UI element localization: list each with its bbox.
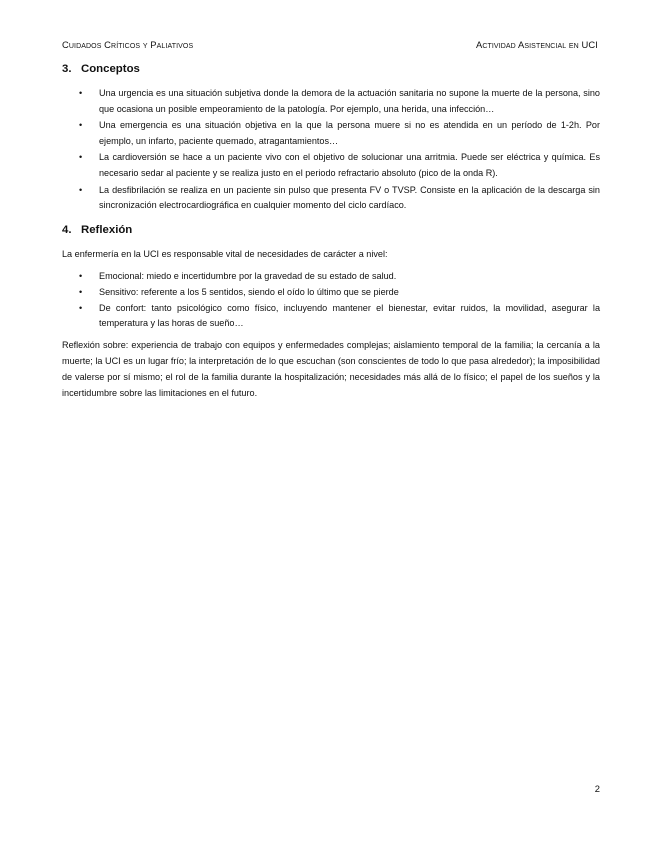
section-heading (62, 222, 600, 238)
list-item-text: La cardioversión se hace a un paciente vivo con el objetivo de solucionar una arritmia. Puede ser eléctrica y química. Es necesario sedar al paciente y se realiza justo en el periodo refractario absoluto (pico de la onda R). (99, 152, 600, 179)
bullet-list (62, 269, 600, 332)
bullet-icon: • (79, 88, 83, 98)
list-item-text: Una emergencia es una situación objetiva en la que la persona muere si no es atendida en un período de 1-2h. Por ejemplo, un infarto, paciente quemado, atragantamientos… (99, 120, 600, 146)
header-left: Cuidados Críticos y Paliativos (62, 39, 194, 50)
list-item (62, 183, 600, 215)
list-item (62, 118, 600, 150)
bullet-icon: • (79, 302, 83, 313)
list-item-text: De confort: tanto psicológico como físico, incluyendo mantener el bienestar, evitar ruidos, la movilidad, asegurar la temperatura y las horas de sueño… (99, 302, 600, 329)
section-intro: La enfermería en la UCI es responsable vital de necesidades de carácter a nivel: (62, 249, 388, 260)
list-item-text: La desfibrilación se realiza en un paciente sin pulso que presenta FV o TVSP. Consiste en la aplicación de la descarga sin sincronización electrocardiográfica en cualquier momento del ciclo cardíaco. (99, 184, 600, 211)
page-content (62, 61, 600, 401)
section-title: Reflexión (81, 224, 133, 237)
running-header (62, 39, 598, 53)
bullet-icon: • (79, 286, 83, 297)
bullet-icon: • (79, 152, 83, 163)
bullet-icon: • (79, 184, 83, 195)
list-item (62, 301, 600, 333)
bullet-list (62, 86, 600, 214)
list-item-text: Sensitivo: referente a los 5 sentidos, siendo el oído lo último que se pierde (99, 286, 399, 297)
section-number: 3. (62, 63, 72, 75)
header-right: Actividad Asistencial en UCI (476, 39, 598, 50)
bullet-icon: • (79, 270, 83, 281)
list-item (62, 150, 600, 182)
reflection-paragraph: Reflexión sobre: experiencia de trabajo con equipos y enfermedades complejas; aislamiento temporal de la familia; la cercanía a la muerte; la UCI es un lugar frío; la interpretación de lo que escuchan (son conscientes de todo lo que pasa alrededor); la imposibilidad de valerse por sí mismo; el rol de la familia durante la hospitalización; necesidades más allá de lo físico; el papel de los sueños y la incertidumbre sobre las limitaciones en el futuro. (62, 340, 600, 398)
page-number: 2 (594, 783, 600, 794)
list-item (62, 269, 600, 285)
section-title: Conceptos (81, 63, 140, 75)
section-number: 4. (62, 224, 72, 237)
section-heading (62, 61, 600, 77)
section-conceptos (62, 61, 600, 214)
section-reflexion (62, 222, 600, 401)
bullet-icon: • (79, 120, 83, 131)
list-item (62, 285, 600, 301)
list-item (62, 86, 600, 118)
list-item-text: Una urgencia es una situación subjetiva donde la demora de la actuación sanitaria no supone la muerte de la persona, sino que ocasiona un posible empeoramiento de la patología. Por ejemplo, una herida, una infección… (99, 88, 600, 114)
list-item-text: Emocional: miedo e incertidumbre por la gravedad de su estado de salud. (99, 270, 397, 281)
